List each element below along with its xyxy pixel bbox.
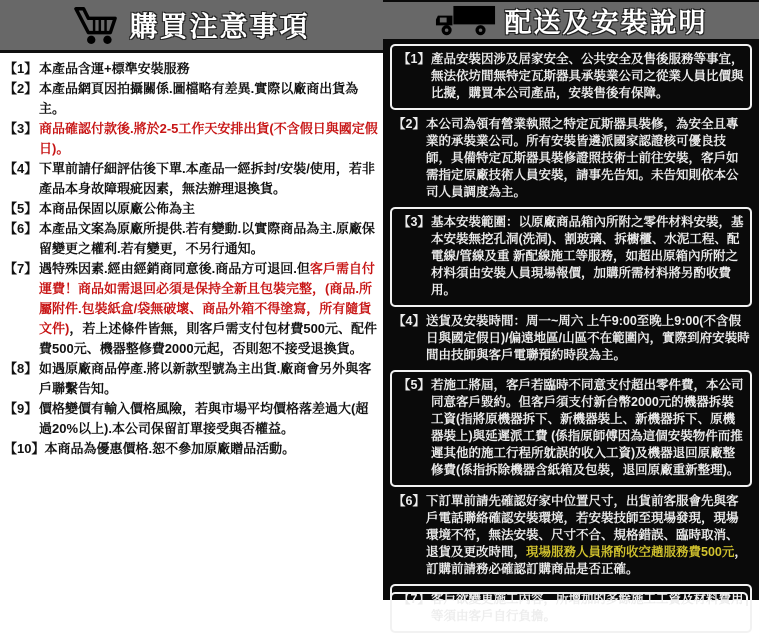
- note-item-number: 【9】: [4, 401, 38, 416]
- purchase-notes-list: [4, 59, 380, 459]
- note-item: [390, 116, 752, 201]
- note-item-text: 基本安裝範圍：以原廠商品箱內所附之零件材料安裝，基本安裝無挖孔洞(洗洞)、割玻璃、拆櫥櫃、水泥工程、配電線/管線及重 新配線施工等服務，如超出原箱內所附之材料須由安裝人員現場報價，加購所需材料將另酌收費用。: [431, 215, 744, 297]
- note-item-text: 本產品文案為原廠所提供.若有變動.以實際商品為主.原廠保留變更之權利.若有變更，不另行通知。: [39, 221, 375, 256]
- note-item: [4, 159, 380, 199]
- note-item-number: 【3】: [4, 121, 38, 136]
- note-item: [4, 199, 380, 219]
- purchase-notes-title: 購買注意事項: [129, 11, 310, 42]
- cutoff-note-box: [390, 592, 748, 606]
- note-item-number: 【2】: [393, 117, 425, 131]
- note-item: [390, 313, 752, 364]
- delivery-notes-list: [390, 44, 752, 633]
- note-item-text: 商品確認付款後.將於2-5工作天安排出貨(不含假日與國定假日)。: [39, 121, 378, 156]
- note-item-number: 【1】: [4, 61, 38, 76]
- note-item-number: 【8】: [4, 361, 38, 376]
- note-item: [4, 399, 380, 439]
- note-item-text: 若施工將屆，客戶若臨時不同意支付超出零件費，本公司同意客戶毀約。但客戶須支付新台幣2000元的機器拆裝工資(指將原機器拆下、新機器裝上、新機器拆下、原機器裝上)與延遲派工費 (係指原師傅因為這個安裝物件而推遲其他的施工行程所躭誤的收入工資)及機器退回原廠整修費(係指拆除機器含紙箱及包裝，退回原廠重新整理)。: [431, 378, 744, 477]
- note-item: [4, 219, 380, 259]
- truck-icon: [435, 3, 497, 38]
- note-item-number: 【7】: [4, 261, 38, 276]
- note-item-text: 下單前請仔細評估後下單.本產品一經拆封/安裝/使用，若非產品本身故障瑕疵因素，無法辦理退換貨。: [39, 161, 375, 196]
- purchase-notes-header: [0, 0, 383, 53]
- note-item: [390, 207, 752, 307]
- note-item: [390, 44, 752, 110]
- note-item: [4, 259, 380, 359]
- cart-icon: [73, 4, 119, 46]
- delivery-header: [383, 2, 759, 39]
- note-item-text: 本商品為優惠價格.恕不參加原廠贈品活動。: [44, 441, 296, 456]
- note-item: [390, 493, 752, 578]
- note-item-text: 本產品網頁因拍攝關係.圖檔略有差異.實際以廠商出貨為主。: [39, 81, 359, 116]
- note-item-text: 送貨及安裝時間：周一~周六 上午9:00至晚上9:00(不含假日與國定假日)/偏遠地區/山區不在範圍內，實際到府安裝時間由技師與客戶電聯預約時段為主。: [426, 314, 750, 362]
- note-item: [4, 59, 380, 79]
- note-item-text: 本產品含運+標準安裝服務: [39, 61, 190, 76]
- note-item-number: 【1】: [398, 52, 430, 66]
- note-item-text: 遇特殊因素.經由經銷商同意後.商品方可退回.但客戶需自付運費！商品如需退回必須是保持全新且包裝完整，(商品.所屬附件.包裝紙盒/袋無破壞、商品外箱不得塗寫，所有隨貨文件)，若上述條件皆無，則客戶需支付包材費500元、配件費500元、機器整修費2000元起，否則恕不接受退換貨。: [39, 261, 378, 356]
- note-item-text: 產品安裝因涉及居家安全、公共安全及售後服務等事宜，無法依坊間無特定瓦斯器具承裝業公司之從業人員比價與比擬，購買本公司產品，安裝售後有保障。: [431, 52, 744, 100]
- note-item-text: 價格變價有輸入價格風險，若與市場平均價格落差過大(超過20%以上).本公司保留訂單接受與否權益。: [39, 401, 369, 436]
- delivery-panel: [383, 0, 759, 623]
- note-item: [4, 79, 380, 119]
- note-item: [390, 370, 752, 487]
- note-item-number: 【2】: [4, 81, 38, 96]
- note-item-text: 本商品保固以原廠公佈為主: [39, 201, 196, 216]
- note-item-number: 【10】: [4, 441, 45, 456]
- note-item: [4, 439, 380, 459]
- note-item-text: 客戶欲變更施工內容，所增加的多餘施工工資及材料費用等須由客戶自行負擔。: [431, 592, 744, 623]
- note-item-number: 【7】: [398, 592, 430, 606]
- note-item: [4, 359, 380, 399]
- note-item-number: 【6】: [393, 494, 425, 508]
- note-item-number: 【6】: [4, 221, 38, 236]
- delivery-title: 配送及安裝說明: [504, 8, 708, 38]
- note-item-text: 本公司為領有營業執照之特定瓦斯器具裝修，為安全且專業的承裝業公司。所有安裝皆遴派國家認證核可優良技師，具備特定瓦斯器具裝修證照技術士前往安裝，客戶如需指定原廠技術人員安裝，請事先告知。未告知則依本公司人員調度為主。: [426, 117, 739, 199]
- note-item-number: 【5】: [398, 378, 430, 392]
- note-item-number: 【3】: [398, 215, 430, 229]
- note-item-number: 【5】: [4, 201, 38, 216]
- note-item-number: 【4】: [393, 314, 425, 328]
- note-item-number: 【4】: [4, 161, 38, 176]
- note-item: [4, 119, 380, 159]
- note-item-text: 如遇原廠商品停產.將以新款型號為主出貨.廠商會另外與客戶聯繫告知。: [39, 361, 372, 396]
- note-item-text: 下訂單前請先確認好家中位置尺寸，出貨前客服會先與客戶電話聯絡確認安裝環境，若安裝技師至現場發現，現場環境不符，無法安裝、尺寸不合、規格錯誤、臨時取消、退貨及更改時間，現場服務人員將酌收空趟服務費500元，訂購前請務必確認訂購商品是否正確。: [426, 494, 747, 576]
